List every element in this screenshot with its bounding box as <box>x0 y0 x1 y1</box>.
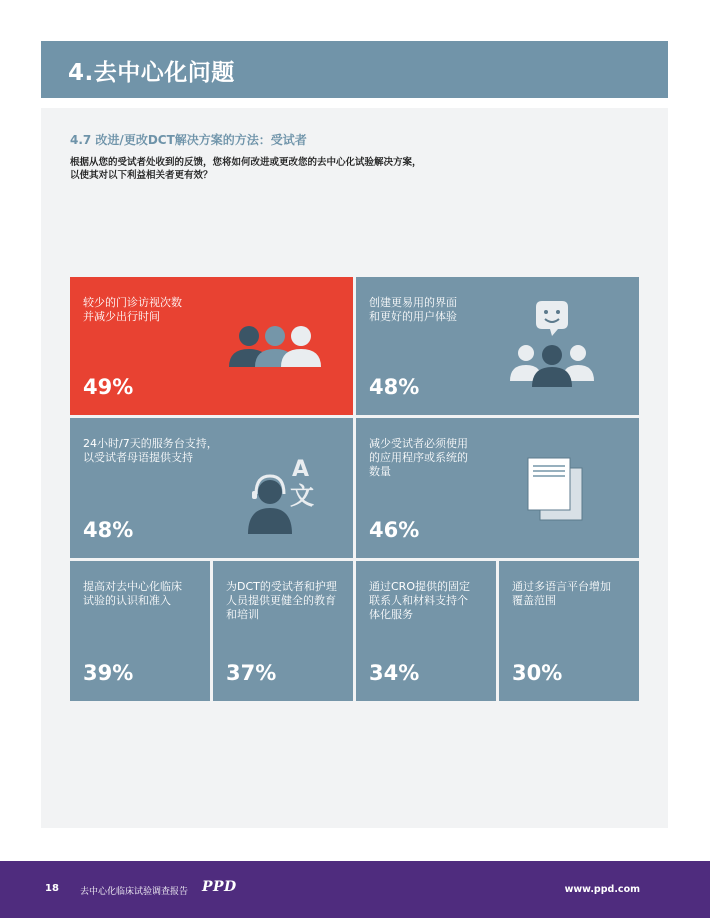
tile-label: 24小时/7天的服务台支持， 以受试者母语提供支持 <box>83 437 218 464</box>
content-panel <box>41 108 668 828</box>
documents-icon <box>524 456 586 526</box>
question-line-1: 根据从您的受试者处收到的反馈，您将如何改进或更改您的去中心化试验解决方案， <box>70 157 422 168</box>
tile-percent: 37% <box>226 661 277 685</box>
tile-awareness-access <box>70 561 210 701</box>
tile-better-interface <box>356 277 639 415</box>
page-number: 18 <box>45 883 59 894</box>
tile-education-training <box>213 561 353 701</box>
question-line-2: 以使其对以下利益相关者更有效？ <box>70 170 213 181</box>
ppd-logo: PPD <box>202 879 237 895</box>
tile-label: 通过多语言平台增加 覆盖范围 <box>512 580 611 607</box>
tile-percent: 34% <box>369 661 420 685</box>
tile-percent: 30% <box>512 661 563 685</box>
tile-percent: 48% <box>83 518 134 542</box>
section-header <box>41 41 668 98</box>
tile-label: 减少受试者必须使用 的应用程序或系统的 数量 <box>369 437 468 478</box>
tile-personalized-service <box>356 561 496 701</box>
tile-label: 创建更易用的界面 和更好的用户体验 <box>369 296 457 323</box>
tile-helpdesk-support <box>70 418 353 558</box>
page-footer <box>0 861 710 918</box>
svg-text:文: 文 <box>290 482 314 510</box>
translate-support-icon <box>240 446 330 536</box>
tile-percent: 46% <box>369 518 420 542</box>
website-link[interactable]: www.ppd.com <box>564 884 640 895</box>
tile-label: 通过CRO提供的固定 联系人和材料支持个 体化服务 <box>369 580 470 621</box>
page-title: 4.去中心化问题 <box>68 60 235 86</box>
survey-question <box>70 156 490 182</box>
svg-text:A: A <box>292 457 310 482</box>
tile-fewer-apps <box>356 418 639 558</box>
tile-label: 较少的门诊访视次数 并减少出行时间 <box>83 296 182 323</box>
tile-label: 为DCT的受试者和护理 人员提供更健全的教育 和培训 <box>226 580 337 621</box>
tile-label: 提高对去中心化临床 试验的认识和准入 <box>83 580 182 607</box>
tile-percent: 49% <box>83 375 134 399</box>
section-heading: 4.7 改进/更改DCT解决方案的方法：受试者 <box>70 133 307 147</box>
people-group-icon <box>225 322 325 372</box>
tile-percent: 48% <box>369 375 420 399</box>
tile-percent: 39% <box>83 661 134 685</box>
tile-multilingual-reach <box>499 561 639 701</box>
chat-people-icon <box>506 299 601 389</box>
tile-fewer-visits <box>70 277 353 415</box>
report-name: 去中心化临床试验调查报告 <box>80 887 189 897</box>
